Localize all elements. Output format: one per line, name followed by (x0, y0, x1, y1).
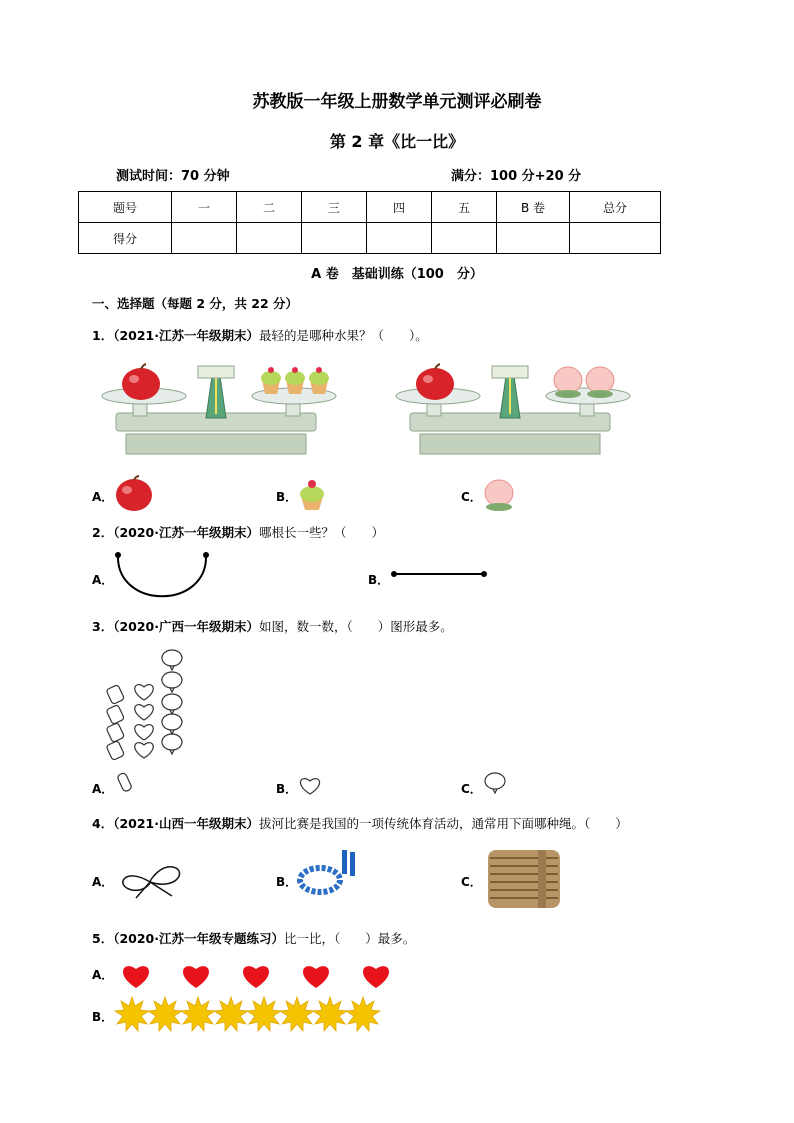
heart-icon (303, 966, 329, 988)
option-b-label[interactable]: B． (92, 1010, 114, 1024)
pill-shapes (106, 685, 125, 761)
score-cell[interactable] (172, 223, 237, 254)
option-c-label[interactable]: C． (461, 875, 482, 889)
score-table-score-row (79, 223, 661, 254)
option-c-label[interactable]: C． (461, 490, 482, 504)
question-number: 1． (92, 328, 114, 343)
heart-icon (363, 966, 389, 988)
question-text: 最轻的是哪种水果？（ ）。 (259, 328, 428, 343)
heart-icon[interactable] (298, 776, 324, 796)
score-table-header-row (79, 192, 661, 223)
jump-rope-icon[interactable] (298, 848, 360, 894)
question-number: 3． (92, 619, 114, 634)
question-1 (92, 326, 428, 344)
question-source: （2021·山西一年级期末） (113, 816, 259, 831)
option-a-label[interactable]: A． (92, 490, 114, 504)
question-source: （2020·江苏一年级期末） (113, 525, 259, 540)
thin-string-icon[interactable] (114, 856, 186, 900)
cupcake-icon[interactable] (296, 478, 328, 512)
score-table (78, 191, 661, 254)
option-a-label[interactable]: A． (92, 875, 114, 889)
option-b-label[interactable]: B． (276, 782, 298, 796)
balloon-shapes (162, 650, 182, 754)
question-text: 哪根长一些？（ ） (259, 525, 385, 540)
full-score-label: 满分：100 分+20 分 (451, 169, 582, 184)
table-header-cell: 三 (302, 192, 367, 223)
question-text: 比一比，（ ）最多。 (284, 931, 416, 946)
question-4 (92, 814, 628, 832)
question-3 (92, 617, 453, 635)
pill-icon[interactable] (116, 772, 134, 794)
apple-icon (120, 364, 162, 400)
heart-icon (243, 966, 269, 988)
table-header-cell: 二 (237, 192, 302, 223)
question-source: （2020·江苏一年级专题练习） (113, 931, 284, 946)
heart-shapes (135, 685, 153, 758)
table-row-label: 得分 (79, 223, 172, 254)
question-2 (92, 523, 384, 541)
stars-row[interactable] (114, 996, 378, 1032)
apple-icon[interactable] (114, 476, 154, 512)
question-source: （2021·江苏一年级期末） (113, 328, 259, 343)
star-icon (148, 997, 182, 1031)
option-b-label[interactable]: B． (276, 490, 298, 504)
score-cell[interactable] (237, 223, 302, 254)
question-text: 如图，数一数，（ ）图形最多。 (259, 619, 453, 634)
heart-icon (183, 966, 209, 988)
star-icon (346, 997, 380, 1031)
question-source: （2020·广西一年级期末） (113, 619, 259, 634)
cupcake-icon (258, 362, 332, 396)
question-number: 2． (92, 525, 114, 540)
table-header-cell: 题号 (79, 192, 172, 223)
hearts-row[interactable] (120, 962, 400, 990)
table-header-cell: B 卷 (497, 192, 570, 223)
section-a-title: A 卷 基础训练（100 分） (311, 267, 483, 282)
question-number: 5． (92, 931, 114, 946)
score-cell[interactable] (367, 223, 432, 254)
heart-icon (123, 966, 149, 988)
star-icon (280, 997, 314, 1031)
peach-icon (552, 364, 618, 398)
option-a-label[interactable]: A． (92, 573, 114, 587)
score-cell[interactable] (570, 223, 661, 254)
straight-line-icon[interactable] (390, 569, 488, 579)
curved-line-icon[interactable] (112, 550, 212, 602)
apple-icon (414, 364, 456, 400)
score-cell[interactable] (302, 223, 367, 254)
score-cell[interactable] (432, 223, 497, 254)
option-c-label[interactable]: C． (461, 782, 482, 796)
option-a-label[interactable]: A． (92, 782, 114, 796)
table-header-cell: 四 (367, 192, 432, 223)
star-icon (313, 997, 347, 1031)
page-title: 苏教版一年级上册数学单元测评必刷卷 (252, 92, 542, 112)
question-number: 4． (92, 816, 114, 831)
question-text: 拔河比赛是我国的一项传统体育活动，通常用下面哪种绳。（ ） (259, 816, 628, 831)
part-one-title: 一、选择题（每题 2 分，共 22 分） (92, 296, 299, 311)
star-icon (214, 997, 248, 1031)
star-icon (247, 997, 281, 1031)
option-b-label[interactable]: B． (276, 875, 298, 889)
question-5 (92, 929, 415, 947)
time-label: 测试时间：70 分钟 (116, 169, 230, 184)
star-icon (115, 997, 149, 1031)
thick-rope-icon[interactable] (486, 846, 562, 910)
balloon-icon[interactable] (484, 772, 506, 796)
table-header-cell: 总分 (570, 192, 661, 223)
score-cell[interactable] (497, 223, 570, 254)
option-a-label[interactable]: A． (92, 968, 114, 982)
option-b-label[interactable]: B． (368, 573, 390, 587)
star-icon (181, 997, 215, 1031)
shape-count-figure (100, 648, 190, 758)
table-header-cell: 一 (172, 192, 237, 223)
table-header-cell: 五 (432, 192, 497, 223)
chapter-title: 第 2 章《比一比》 (329, 132, 465, 151)
peach-icon[interactable] (482, 478, 516, 512)
